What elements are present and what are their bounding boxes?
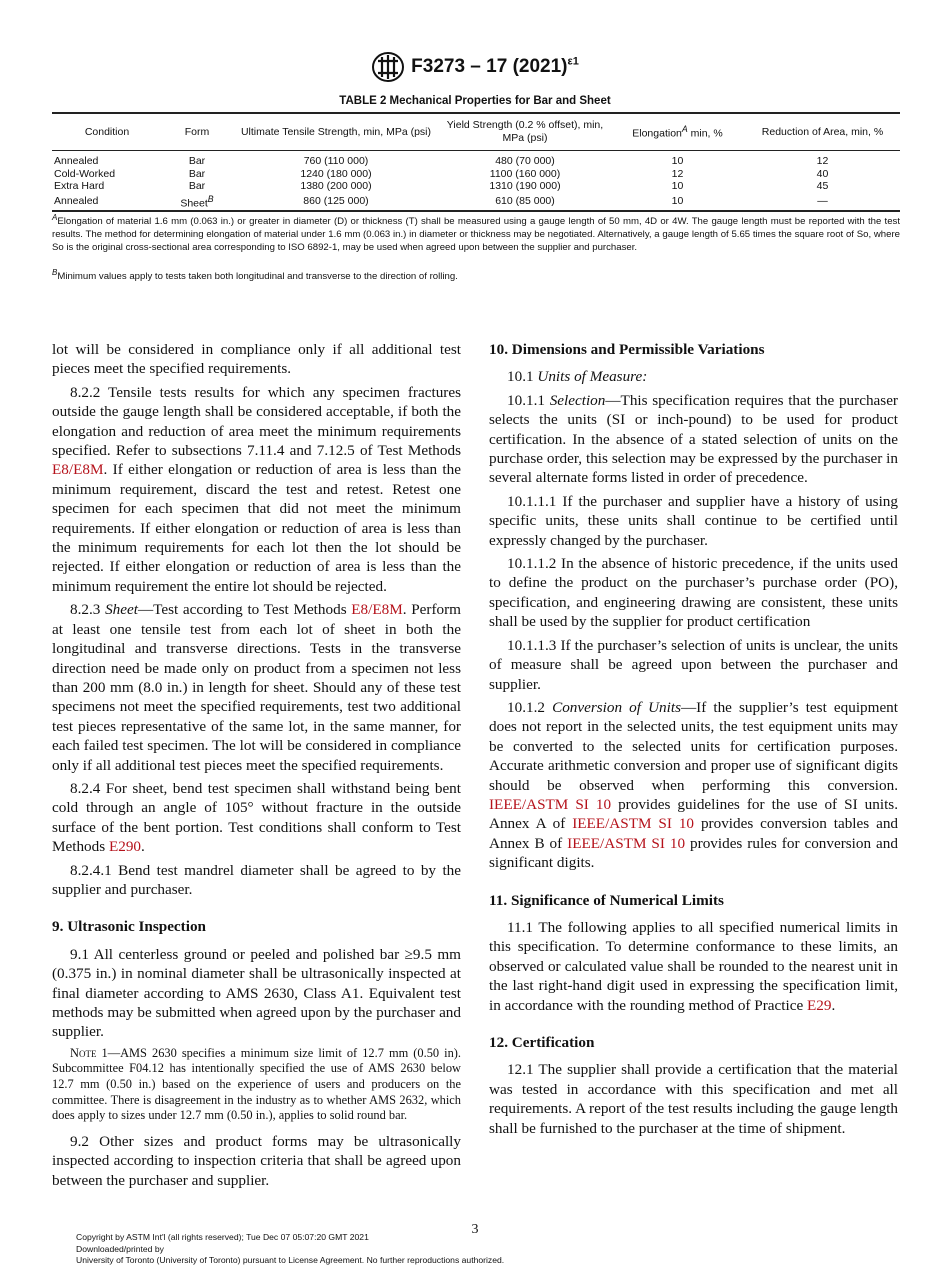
table-cell: 10 <box>671 194 684 207</box>
designation: F3273 – 17 (2021) <box>411 56 568 78</box>
table-cell: 45 <box>816 180 829 192</box>
text: 8.2.3 <box>70 601 106 619</box>
form-text: Bar <box>188 180 206 192</box>
paragraph <box>52 383 461 596</box>
section-heading <box>489 1033 898 1052</box>
table-cell: Extra Hard <box>54 180 105 192</box>
section-heading <box>489 891 898 910</box>
reference-link[interactable]: IEEE/ASTM SI 10 <box>572 815 695 833</box>
table-caption: TABLE 2 Mechanical Properties for Bar and Sheet <box>339 95 611 107</box>
text: 8.2.4.1 Bend test mandrel diameter shall be agreed to by the supplier and purchaser. <box>52 861 461 898</box>
column-header: Form <box>184 125 210 138</box>
copyright-footer <box>76 1232 504 1267</box>
right-column <box>489 340 898 1142</box>
text: 12.1 The supplier shall provide a certification that the material was tested in accordance with this specification and met all requirements. A report of the test results including the gauge length shall be furnished to the purchaser at the time of shipment. <box>489 1061 898 1137</box>
mechanical-properties-table <box>52 112 900 212</box>
text: provides conversion tables and Annex B of <box>489 815 899 852</box>
text: —Test according to Test Methods <box>137 601 352 619</box>
text: . <box>141 838 145 856</box>
text: . Perform at least one tensile test from each lot of sheet in both the longitudinal and transverse directions. Tests in the transverse direction need be made only on product from a specimen not less than 200 mm (8.0 in.) in length for sheet. Should any of these test specimens not meet the specified requirements, test two additional test pieces representative of the same lot, in the same manner, for each failed test specimen. The lot will be considered in compliance only if all additional test pieces meet the specified requirements. <box>52 601 461 774</box>
text: 10.1 <box>507 368 538 386</box>
header-text: Elongation <box>632 127 682 140</box>
table-cell: 12 <box>816 155 829 167</box>
paragraph <box>489 554 898 632</box>
column-header: Ultimate Tensile Strength, min, MPa (psi) <box>240 125 432 138</box>
paragraph <box>489 391 898 488</box>
text: 9. Ultrasonic Inspection <box>52 918 206 936</box>
table-cell <box>162 193 232 211</box>
italic-text: Conversion of Units <box>552 698 681 716</box>
text: —If the supplier’s test equipment does not report in the selected units, the test equipment units may be converted to the selected units for certification purposes. Accurate arithmetic conversion and proper use of significant digits should be observed when performing this conversion. <box>489 698 898 794</box>
text: 10.1.1.3 If the purchaser’s selection of units is unclear, the units of measure shall be agreed upon between the purchaser and supplier. <box>489 636 898 693</box>
section-heading <box>489 340 898 359</box>
text: 8.2.4 For sheet, bend test specimen shall withstand being bent cold through an angle of 105° without fracture in the outside surface of the bent portion. Test conditions shall conform to Test Methods <box>52 779 461 856</box>
reference-link[interactable]: E290 <box>108 838 142 856</box>
paragraph <box>489 367 898 386</box>
page-number: 3 <box>471 1222 479 1237</box>
form-text: Sheet <box>180 197 208 209</box>
table-cell: 10 <box>671 180 684 192</box>
reference-link[interactable]: IEEE/ASTM SI 10 <box>489 795 612 813</box>
astm-logo-icon <box>371 52 405 82</box>
paragraph <box>52 779 461 857</box>
text: 9.2 Other sizes and product forms may be ultrasonically inspected according to inspection criteria that shall be agreed upon between the purchaser and supplier. <box>52 1132 461 1189</box>
header-text: min, % <box>687 127 723 140</box>
epsilon-superscript: ε1 <box>567 55 579 68</box>
footer-line: Copyright by ASTM Int'l (all rights reserved); Tue Dec 07 05:07:20 GMT 2021 <box>76 1232 369 1242</box>
text: 1—AMS 2630 specifies a minimum size limit of 12.7 mm (0.50 in). Subcommittee F04.12 has intentionally specified the use of AMS 2630 below 12.7 mm (0.50 in.) based on the experience of users and producers on the committee. There is disagreement in the industry as to whether AMS 2632, which does apply to sizes under 12.7 mm (0.50 in.), applies to solid round bar. <box>52 1045 461 1123</box>
table-row <box>52 151 900 168</box>
table-cell: — <box>817 194 828 207</box>
footnote-mark: B <box>207 193 214 204</box>
text: 10.1.1.2 In the absence of historic precedence, if the units used to define the product on the purchaser’s purchase order (PO), specification, and engineering drawing are consistent, these units shall be used by the supplier for product certification <box>489 555 898 631</box>
text: 11. Significance of Numerical Limits <box>489 891 724 909</box>
table-cell <box>162 168 232 181</box>
reference-link[interactable]: E8/E8M <box>351 601 403 619</box>
table-cell <box>162 180 232 193</box>
italic-text: Selection <box>549 391 606 409</box>
column-header: Condition <box>84 125 130 138</box>
table-cell: 610 (85 000) <box>495 194 555 207</box>
footnote-text: Elongation of material 1.6 mm (0.063 in.) or greater in diameter (D) or thickness (T) shall be measured using a gauge length of 50 mm, 4D or 4W. The gauge length must be reported with the test results. The method for determining elongation of material under 1.6 mm (0.063 in.) in diameter or thickness may be negotiated. Alternatively, a gauge length of 5.65 times the square root of So, where So is the original cross-sectional area corresponding to ISO 6892-1, may be used when agreed upon between the supplier and purchaser. <box>52 216 900 254</box>
table-row <box>52 168 900 181</box>
paragraph <box>489 698 898 873</box>
reference-link[interactable]: E8/E8M <box>52 461 104 479</box>
footnote-mark: B <box>52 268 58 277</box>
text: —This specification requires that the purchaser selects the units (SI or inch-pound) to be used for product certification. In the absence of a stated selection of units on the purchase order, this selection may be expressed by the purchaser in several alternate forms listed in order of precedence. <box>489 391 898 487</box>
paragraph <box>489 492 898 550</box>
text: 8.2.2 Tensile tests results for which any specimen fractures outside the gauge length shall be considered acceptable, if both the elongation and reduction of area meet the minimum requirements specified. Refer to subsections 7.11.4 and 7.12.5 of Test Methods <box>52 383 461 460</box>
table-row <box>52 180 900 193</box>
italic-text: Sheet <box>105 601 138 619</box>
table-cell: 1240 (180 000) <box>300 167 372 180</box>
table-cell: 40 <box>816 167 829 180</box>
text: lot will be considered in compliance only if all additional test pieces meet the specified requirements. <box>52 341 461 378</box>
table-cell: 480 (70 000) <box>495 155 555 167</box>
column-header: Yield Strength (0.2 % offset), min, MPa (psi) <box>446 119 604 144</box>
table-cell: Cold-Worked <box>54 167 116 180</box>
form-text: Bar <box>188 155 206 167</box>
table-cell: Annealed <box>54 155 99 167</box>
footer-line: Downloaded/printed by <box>76 1243 164 1254</box>
column-header: Reduction of Area, min, % <box>761 125 884 138</box>
table-row <box>52 193 900 211</box>
table-cell: 1100 (160 000) <box>489 167 561 180</box>
text: provides guidelines for the use of SI units. Annex A of <box>489 795 899 833</box>
paragraph <box>52 340 461 379</box>
left-column <box>52 340 461 1194</box>
text: 11.1 The following applies to all specified numerical limits in this specification. To determine conformance to these limits, an observed or calculated value shall be rounded to the nearest unit in the last right-hand digit used in expressing the specification limit, in accordance with the rounding method of Practice <box>489 918 898 1014</box>
table-cell: 860 (125 000) <box>303 194 369 207</box>
text: 9.1 All centerless ground or peeled and polished bar ≥9.5 mm (0.375 in.) in nominal diameter shall be ultrasonically inspected at final diameter according to AMS 2630, Class A1. Equivalent test methods may be submitted when agreed upon by the purchaser and supplier. <box>52 945 461 1041</box>
note-label: Note <box>70 1045 97 1060</box>
paragraph <box>52 861 461 900</box>
footnote-text: Minimum values apply to tests taken both longitudinal and transverse to the direction of rolling. <box>57 271 458 283</box>
reference-link[interactable]: E29 <box>806 996 832 1014</box>
reference-link[interactable]: IEEE/ASTM SI 10 <box>567 834 686 852</box>
text: . <box>831 996 836 1014</box>
text: 12. Certification <box>489 1034 595 1051</box>
paragraph <box>489 918 898 1015</box>
paragraph <box>52 945 461 1042</box>
paragraph <box>52 1132 461 1190</box>
text: provides rules for conversion and significant digits. <box>489 834 898 872</box>
text: . If either elongation or reduction of area is less than the minimum requirement, discard the test and retest. Retest one specimen for each specimen that did not meet the minimum requirements. If either elongation or reduction of area is less than the minimum requirements for each lot then the lot should be rejected. If either elongation or reduction of area is less than the minimum requirement the entire lot should be rejected. <box>52 461 461 595</box>
form-text: Bar <box>188 167 206 180</box>
table-footnote-a <box>52 211 900 254</box>
paragraph <box>52 600 461 775</box>
table-cell <box>162 151 232 168</box>
text: 10.1.1 <box>507 391 550 409</box>
table-cell: 1310 (190 000) <box>489 180 561 192</box>
table-cell: 12 <box>671 167 684 180</box>
paragraph <box>489 636 898 694</box>
table-cell: 10 <box>671 155 684 167</box>
text: 10.1.1.1 If the purchaser and supplier have a history of using specific units, these units shall continue to be certified until expressly changed by the purchaser. <box>489 492 898 549</box>
text: 10. Dimensions and Permissible Variations <box>489 341 765 358</box>
text: 10.1.2 <box>507 698 553 716</box>
footnote-mark: A <box>681 124 688 135</box>
column-header <box>610 113 745 151</box>
section-heading <box>52 917 461 936</box>
note <box>52 1046 461 1124</box>
footer-line: University of Toronto (University of Toronto) pursuant to License Agreement. No further reproductions authorized. <box>76 1255 505 1265</box>
footnote-mark: A <box>52 213 58 222</box>
table-cell: 1380 (200 000) <box>300 180 372 192</box>
table-cell: 760 (110 000) <box>303 155 369 167</box>
paragraph <box>489 1060 898 1138</box>
document-header <box>0 52 950 82</box>
italic-text: Units of Measure: <box>537 368 648 386</box>
table-footnote-b <box>52 266 900 283</box>
table-header-row <box>52 113 900 151</box>
table-cell: Annealed <box>54 194 99 207</box>
